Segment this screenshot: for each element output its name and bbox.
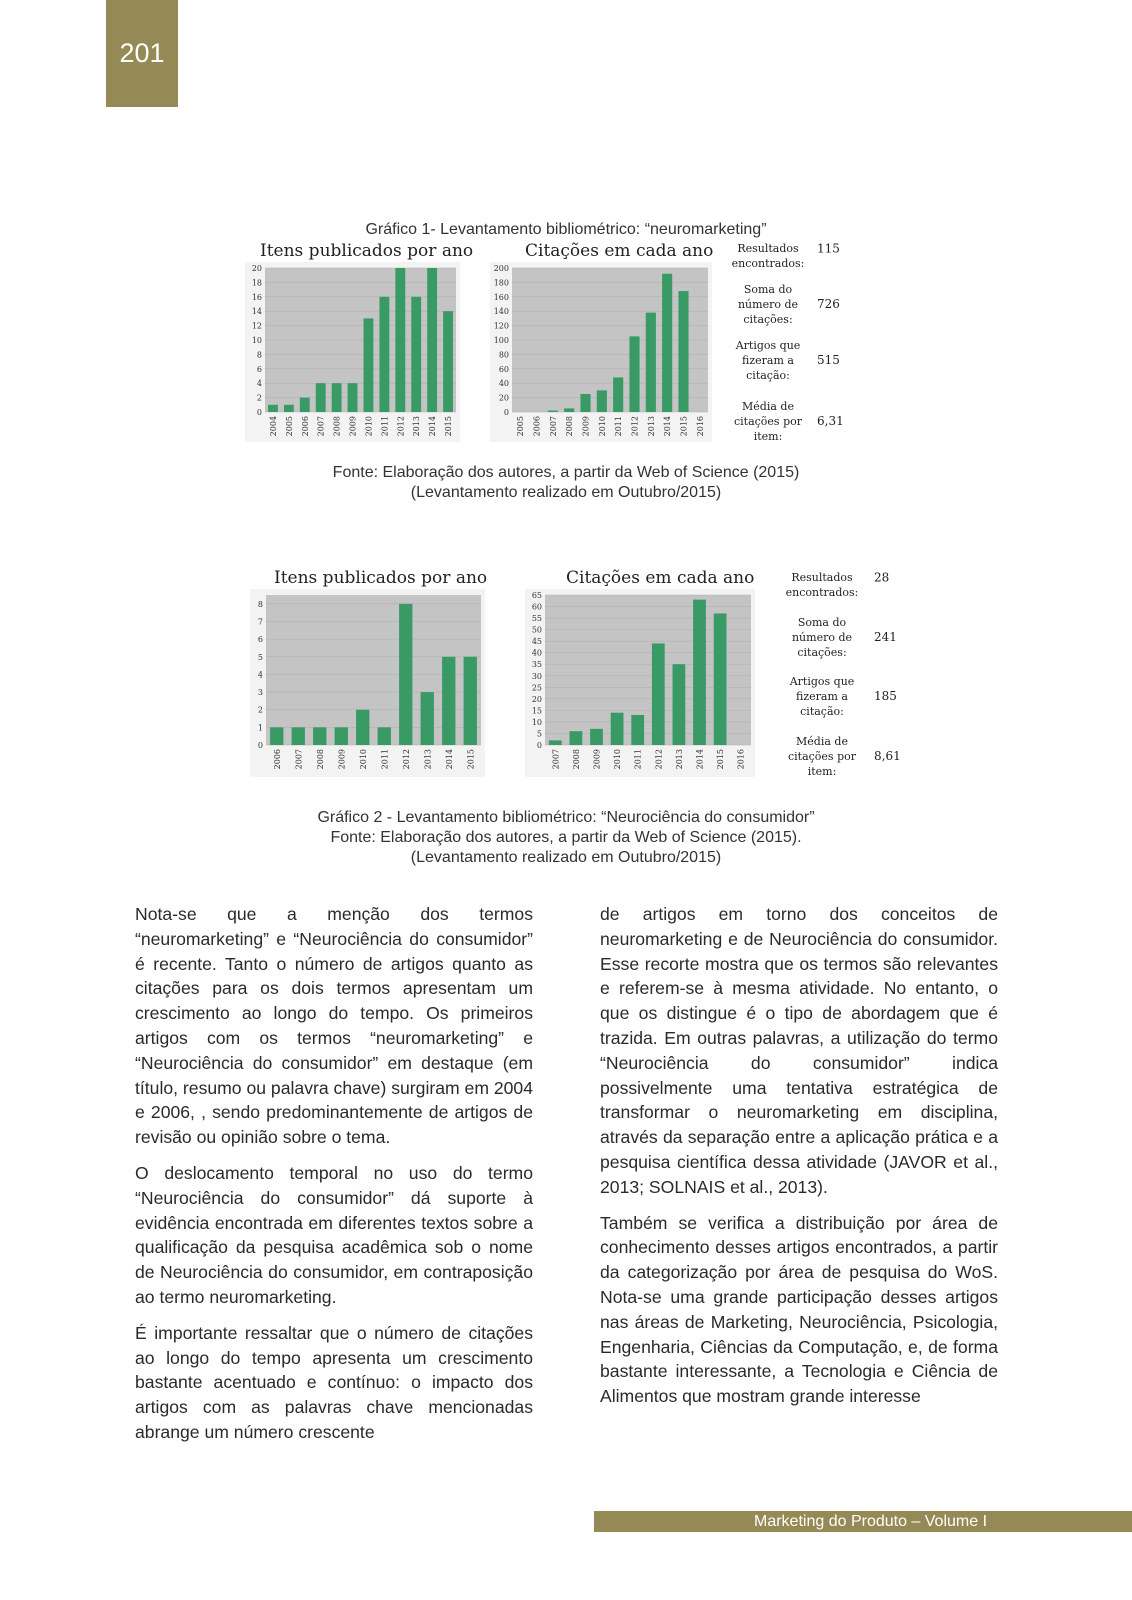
stat-label: citação: <box>746 369 790 382</box>
y-tick-label: 0 <box>256 408 262 417</box>
stat-label: fizeram a <box>742 354 794 367</box>
y-tick-label: 100 <box>493 336 509 345</box>
y-tick-label: 40 <box>498 379 509 389</box>
x-tick-label: 2011 <box>633 749 643 770</box>
x-tick-label: 2011 <box>380 749 390 770</box>
bar <box>570 731 583 745</box>
chart4-title: Citações em cada ano <box>566 568 755 588</box>
y-tick-label: 45 <box>531 637 542 647</box>
stat-value: 28 <box>874 570 890 585</box>
stat-label: item: <box>753 430 783 443</box>
y-tick-label: 1 <box>257 723 263 733</box>
y-tick-label: 120 <box>493 321 509 331</box>
x-tick-label: 2008 <box>315 749 325 770</box>
x-tick-label: 2015 <box>716 749 726 770</box>
bar <box>379 297 389 412</box>
paragraph: Também se verifica a distribuição por área de conhecimento desses artigos encontrados, a partir da categorização por área de pesquisa do WoS. Nota-se uma grande participação desses artigos nas áreas de Marketing, Neurociência, Psicologia, Engenharia, Ciências da Computação, e, de forma bastante interessante, a Tecnologia e Ciência de Alimentos que mostram grande interesse <box>600 1212 998 1407</box>
x-tick-label: 2006 <box>532 416 542 437</box>
bar <box>268 405 278 412</box>
x-tick-label: 2011 <box>614 416 624 437</box>
bar <box>652 643 665 745</box>
y-tick-label: 5 <box>257 652 263 662</box>
x-tick-label: 2007 <box>548 416 558 437</box>
stat-label: Soma do <box>797 616 847 629</box>
x-tick-label: 2009 <box>348 416 358 437</box>
stat-label: citação: <box>800 705 844 718</box>
figure1 <box>245 238 885 453</box>
y-tick-label: 14 <box>251 307 262 317</box>
y-tick-label: 60 <box>498 364 509 374</box>
x-tick-label: 2012 <box>630 416 640 437</box>
stat-label: encontrados: <box>785 586 859 599</box>
stat-label: Média de <box>742 400 794 413</box>
x-tick-label: 2007 <box>551 749 561 770</box>
x-tick-label: 2014 <box>695 749 705 770</box>
bar <box>548 411 558 412</box>
x-tick-label: 2010 <box>358 749 368 770</box>
bar <box>284 405 294 412</box>
x-tick-label: 2013 <box>674 749 684 770</box>
x-tick-label: 2008 <box>332 416 342 437</box>
bar <box>678 291 688 412</box>
stat-label: Resultados <box>737 242 799 255</box>
x-tick-label: 2009 <box>592 749 602 770</box>
y-tick-label: 0 <box>536 741 542 750</box>
x-tick-label: 2015 <box>466 749 476 770</box>
x-tick-label: 2005 <box>284 416 294 437</box>
bar <box>590 729 603 745</box>
y-tick-label: 0 <box>257 741 263 750</box>
bar <box>292 727 305 745</box>
stat-label: Média de <box>796 735 848 748</box>
x-tick-label: 2008 <box>565 416 575 437</box>
bar <box>399 604 412 745</box>
y-tick-label: 60 <box>531 602 542 612</box>
paragraph: Nota-se que a menção dos termos “neuromarketing” e “Neurociência do consumidor” é recente. Tanto o número de artigos quanto as citações para os dois termos apresentam um crescimento ao longo do tempo. Os primeiros artigos com os termos “neuromarketing” e “Neurociência do consumidor” em destaque (em título, resumo ou palavra chave) surgiram em 2004 e 2006, , sendo predominantemente de artigos de revisão ou opinião sobre o tema. <box>135 904 534 1148</box>
x-tick-label: 2015 <box>444 416 454 437</box>
bar <box>580 394 590 412</box>
bar <box>378 727 391 745</box>
stat-value: 185 <box>874 689 897 703</box>
bar <box>597 390 607 412</box>
x-tick-label: 2008 <box>571 749 581 770</box>
x-tick-label: 2006 <box>300 416 310 437</box>
chart4 <box>525 589 755 777</box>
figure2 <box>250 565 930 795</box>
y-tick-label: 10 <box>531 717 542 727</box>
x-tick-label: 2013 <box>423 749 433 770</box>
stat-label: Soma do <box>743 283 793 296</box>
y-tick-label: 65 <box>531 591 542 600</box>
stat-label: item: <box>807 765 837 778</box>
y-tick-label: 50 <box>531 625 542 635</box>
stat-label: citações por <box>733 415 803 428</box>
stat-label: Artigos que <box>735 339 801 352</box>
y-tick-label: 160 <box>493 292 509 302</box>
figure1-title: Gráfico 1- Levantamento bibliométrico: “neuromarketing” <box>365 221 767 238</box>
bar <box>348 383 358 412</box>
x-tick-label: 2010 <box>597 416 607 437</box>
chart1-title: Itens publicados por ano <box>260 241 474 261</box>
x-tick-label: 2015 <box>679 416 689 437</box>
stat-label: citações por <box>787 750 857 763</box>
bar <box>631 715 644 745</box>
figure2-caption: Gráfico 2 - Levantamento bibliométrico: “Neurociência do consumidor” <box>317 809 815 826</box>
x-tick-label: 2014 <box>428 416 438 437</box>
stat-label: citações: <box>743 313 793 326</box>
bar <box>464 657 477 745</box>
x-tick-label: 2016 <box>695 416 705 437</box>
bar <box>443 311 453 412</box>
bar <box>364 318 374 412</box>
figure2-stats <box>786 571 901 779</box>
bar <box>335 727 348 745</box>
y-tick-label: 20 <box>531 694 542 704</box>
y-tick-label: 8 <box>256 350 262 360</box>
stat-value: 515 <box>817 353 840 367</box>
x-tick-label: 2014 <box>444 749 454 770</box>
bar <box>549 740 562 745</box>
y-tick-label: 55 <box>531 614 542 624</box>
y-tick-label: 20 <box>498 393 509 403</box>
x-tick-label: 2007 <box>316 416 326 437</box>
paragraph: de artigos em torno dos conceitos de neuromarketing e de Neurociência do consumidor. Esse recorte mostra que os termos são relevantes e referem-se à mesma atividade. No entanto, o que os distingue é o tipo de abordagem que é trazida. Em outras palavras, a utilização do termo “Neurociência do consumidor” indica possivelmente uma tentativa estratégica de transformar o neuromarketing em disciplina, através da separação entre a aplicação prática e a pesquisa científica dessa atividade (JAVOR et al., 2013; SOLNAIS et al., 2013). <box>600 904 998 1197</box>
bar <box>442 657 455 745</box>
y-tick-label: 40 <box>531 648 542 658</box>
bar <box>356 710 369 745</box>
page-number: 201 <box>106 0 178 107</box>
figure2-date: (Levantamento realizado em Outubro/2015) <box>410 849 722 866</box>
y-tick-label: 2 <box>257 705 263 715</box>
x-tick-label: 2009 <box>581 416 591 437</box>
stat-label: encontrados: <box>731 257 805 270</box>
bar <box>693 600 706 745</box>
x-tick-label: 2012 <box>654 749 664 770</box>
chart3 <box>250 589 485 777</box>
bar <box>613 377 623 412</box>
body-right-column <box>600 902 998 1420</box>
x-tick-label: 2005 <box>516 416 526 437</box>
stat-label: fizeram a <box>796 690 848 703</box>
x-tick-label: 2009 <box>337 749 347 770</box>
y-tick-label: 18 <box>251 278 262 288</box>
y-tick-label: 2 <box>256 393 262 403</box>
stat-label: Artigos que <box>789 675 855 688</box>
bar <box>646 313 656 412</box>
figure1-svg <box>245 238 885 453</box>
chart2-title: Citações em cada ano <box>525 241 714 261</box>
y-tick-label: 10 <box>251 336 262 345</box>
bar <box>629 336 639 412</box>
y-tick-label: 0 <box>503 408 509 417</box>
stat-label: citações: <box>797 646 847 659</box>
footer-title: Marketing do Produto – Volume I <box>754 1513 988 1530</box>
chart1 <box>245 262 460 442</box>
y-tick-label: 30 <box>531 671 542 681</box>
y-tick-label: 180 <box>493 278 509 288</box>
y-tick-label: 7 <box>257 617 263 627</box>
y-tick-label: 140 <box>493 307 509 317</box>
x-tick-label: 2014 <box>663 416 673 437</box>
x-tick-label: 2013 <box>646 416 656 437</box>
bar <box>714 613 727 745</box>
x-tick-label: 2013 <box>412 416 422 437</box>
bar <box>662 274 672 412</box>
figure1-stats <box>732 242 844 444</box>
stat-value: 8,61 <box>874 749 901 763</box>
y-tick-label: 80 <box>498 350 509 360</box>
chart3-title: Itens publicados por ano <box>274 568 488 588</box>
y-tick-label: 35 <box>531 660 542 670</box>
x-tick-label: 2012 <box>396 416 406 437</box>
figure1-date: (Levantamento realizado em Outubro/2015) <box>410 484 722 501</box>
y-tick-label: 4 <box>257 670 263 680</box>
stat-value: 241 <box>874 630 897 644</box>
y-tick-label: 8 <box>257 599 263 609</box>
figure1-source: Fonte: Elaboração dos autores, a partir da Web of Science (2015) <box>332 464 800 481</box>
y-tick-label: 15 <box>531 706 542 716</box>
paragraph: O deslocamento temporal no uso do termo “Neurociência do consumidor” dá suporte à evidência encontrada em diferentes textos sobre a qualificação da pesquisa acadêmica sob o nome de Neurociência do consumidor, em contraposição ao termo neuromarketing. <box>135 1162 533 1307</box>
y-tick-label: 25 <box>531 683 542 693</box>
x-tick-label: 2004 <box>268 416 278 437</box>
bar <box>673 664 686 745</box>
bar <box>611 713 624 745</box>
y-tick-label: 16 <box>251 292 262 302</box>
bar <box>411 297 421 412</box>
stat-value: 726 <box>817 297 840 311</box>
x-tick-label: 2006 <box>272 749 282 770</box>
x-tick-label: 2010 <box>364 416 374 437</box>
figure2-svg <box>250 565 930 795</box>
bar <box>270 727 283 745</box>
stat-value: 115 <box>817 241 840 256</box>
bar <box>395 268 405 412</box>
x-tick-label: 2010 <box>613 749 623 770</box>
x-tick-label: 2007 <box>294 749 304 770</box>
footer-bar <box>594 1511 1132 1532</box>
y-tick-label: 6 <box>257 635 263 645</box>
x-tick-label: 2016 <box>736 749 746 770</box>
y-tick-label: 4 <box>256 379 262 389</box>
bar <box>564 408 574 412</box>
paragraph: É importante ressaltar que o número de citações ao longo do tempo apresenta um crescimento bastante acentuado e contínuo: o impacto dos artigos com as palavras chave mencionadas abrange um número crescente <box>135 1322 533 1442</box>
bar <box>313 727 326 745</box>
y-tick-label: 3 <box>257 688 263 698</box>
bar <box>427 268 437 412</box>
stat-value: 6,31 <box>817 414 844 428</box>
stat-label: número de <box>737 298 799 311</box>
x-tick-label: 2012 <box>401 749 411 770</box>
y-tick-label: 20 <box>251 264 262 273</box>
bar <box>300 398 310 412</box>
figure2-source: Fonte: Elaboração dos autores, a partir da Web of Science (2015). <box>330 829 802 846</box>
stat-label: número de <box>791 631 853 644</box>
bar <box>421 692 434 745</box>
y-tick-label: 12 <box>251 321 262 331</box>
chart2 <box>490 262 712 442</box>
body-left-column <box>135 902 533 1456</box>
x-tick-label: 2011 <box>380 416 390 437</box>
bar <box>316 383 326 412</box>
y-tick-label: 200 <box>493 264 509 273</box>
y-tick-label: 6 <box>256 364 262 374</box>
y-tick-label: 5 <box>536 729 542 739</box>
bar <box>332 383 342 412</box>
stat-label: Resultados <box>791 571 853 584</box>
